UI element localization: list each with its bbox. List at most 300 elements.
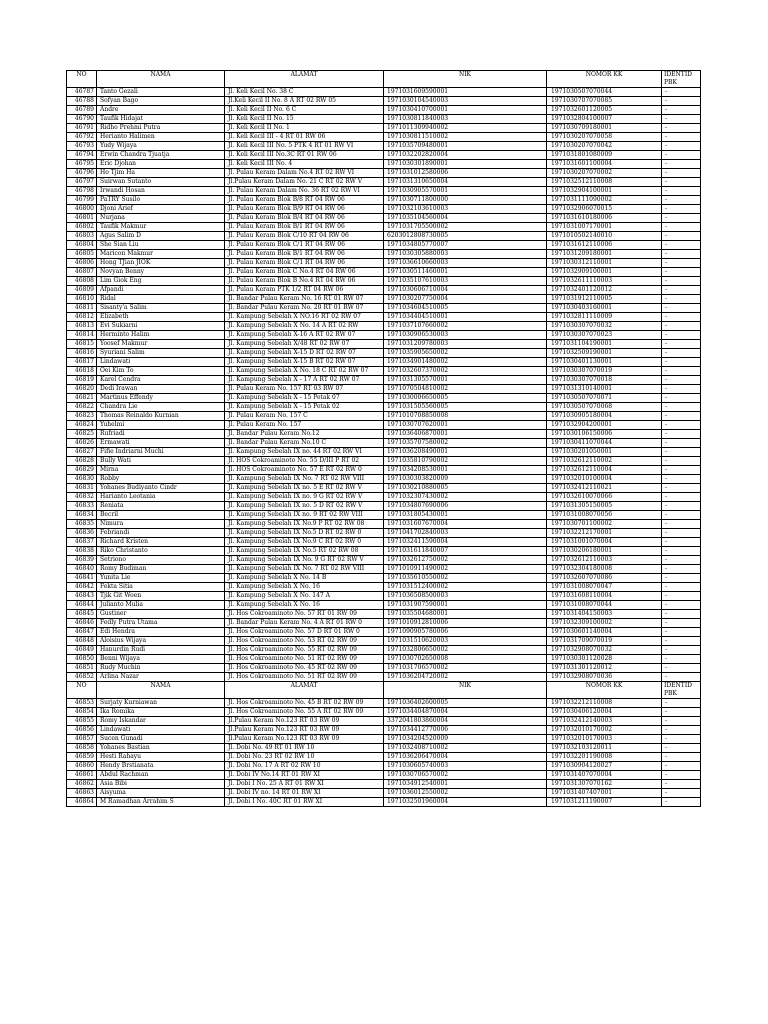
row-nomor-kk: 1971032304180008 <box>547 565 662 574</box>
table-row <box>67 439 701 448</box>
row-nama: Rufriadi <box>97 430 225 439</box>
column-header-identitas-line: IDENTID <box>664 71 692 78</box>
row-alamat: Jl. Keli Kecil II No. 6 C <box>225 106 384 115</box>
row-identitas: - <box>662 340 701 349</box>
row-nomor-kk: 1971032201190008 <box>547 753 662 762</box>
row-number: 46827 <box>67 448 97 457</box>
row-number: 46846 <box>67 619 97 628</box>
row-nomor-kk: 1971031301120012 <box>547 664 662 673</box>
row-nik: 1971010708850008 <box>384 412 547 421</box>
row-nik: 1971031907590001 <box>384 601 547 610</box>
table-row <box>67 798 701 807</box>
row-nik: 1971030301890001 <box>384 160 547 169</box>
row-nama: Eric Djohan <box>97 160 225 169</box>
row-alamat: Jl. Pulau Keram Blok C No.4 RT 04 RW 06 <box>225 268 384 277</box>
row-alamat: Jl. Pulau Keram Blok C/1 RT 04 RW 06 <box>225 259 384 268</box>
row-nomor-kk: 1971031608110004 <box>547 592 662 601</box>
row-identitas: - <box>662 187 701 196</box>
table-row <box>67 484 701 493</box>
row-nik: 1971031609590001 <box>384 88 547 97</box>
row-number: 46792 <box>67 133 97 142</box>
row-nik: 1971035610550002 <box>384 574 547 583</box>
row-nik: 6203012808730005 <box>384 232 547 241</box>
row-nama: Yunita Lie <box>97 574 225 583</box>
row-nik: 1971030511460001 <box>384 268 547 277</box>
table-row <box>67 735 701 744</box>
table-row <box>67 771 701 780</box>
row-identitas: - <box>662 295 701 304</box>
row-number: 46848 <box>67 637 97 646</box>
row-identitas: - <box>662 277 701 286</box>
row-nik: 1971031805430001 <box>384 511 547 520</box>
row-alamat: Jl. Kampung Sebelah X No. 16 <box>225 601 384 610</box>
row-nama: Asia Bibi <box>97 780 225 789</box>
column-header-nik: NIK <box>384 682 547 699</box>
table-body <box>67 71 701 807</box>
row-identitas: - <box>662 466 701 475</box>
row-alamat: Jl. Kampung Sebelah X No. 18 C RT 02 RW 07 <box>225 367 384 376</box>
row-nama: Erwin Chandra Tjuatja <box>97 151 225 160</box>
row-nomor-kk: 1971030601140004 <box>547 628 662 637</box>
row-alamat: Jl. Bandar Pulau Keram No. 20 RT 01 RW 07 <box>225 304 384 313</box>
row-number: 46791 <box>67 124 97 133</box>
row-number: 46821 <box>67 394 97 403</box>
row-nomor-kk: 1971031407070004 <box>547 771 662 780</box>
row-nik: 1971030905570001 <box>384 187 547 196</box>
row-alamat: Jl. HOS Cokroaminoto No. 57 E RT 02 RW 0 <box>225 466 384 475</box>
row-nomor-kk: 1971031211190007 <box>547 798 662 807</box>
row-nama: Lindawati <box>97 726 225 735</box>
row-nik: 1971034404870004 <box>384 708 547 717</box>
row-number: 46849 <box>67 646 97 655</box>
row-nama: Herminto Halim <box>97 331 225 340</box>
table-row <box>67 367 701 376</box>
row-nama: Ridho Prehmi Putra <box>97 124 225 133</box>
row-number: 46830 <box>67 475 97 484</box>
table-row <box>67 214 701 223</box>
row-nama: Yoosef Makmur <box>97 340 225 349</box>
row-nama: Hanurdin Rudi <box>97 646 225 655</box>
row-nik: 1971031310650004 <box>384 178 547 187</box>
row-nik: 1971034412770006 <box>384 726 547 735</box>
row-identitas: - <box>662 142 701 151</box>
row-nik: 1971032612750002 <box>384 556 547 565</box>
row-identitas: - <box>662 358 701 367</box>
row-nik: 1971035504680001 <box>384 610 547 619</box>
table-row <box>67 349 701 358</box>
row-alamat: Jl. Kampung Sebelah X - 15 Petak 07 <box>225 394 384 403</box>
row-identitas: - <box>662 493 701 502</box>
row-nama: Abdul Rachman <box>97 771 225 780</box>
row-number: 46823 <box>67 412 97 421</box>
row-nik: 1971030207750004 <box>384 295 547 304</box>
row-nik: 1971030303820009 <box>384 475 547 484</box>
row-nomor-kk: 1971032212110008 <box>547 699 662 708</box>
row-identitas: - <box>662 726 701 735</box>
row-alamat: Jl. Pulau Keram No. 157 C <box>225 412 384 421</box>
row-identitas: - <box>662 735 701 744</box>
row-alamat: Jl. Kampung Sebelah X No. 147 A <box>225 592 384 601</box>
row-nomor-kk: 1971030709180001 <box>547 124 662 133</box>
table-row <box>67 97 701 106</box>
row-nama: M Ramadhan Arrahim S <box>97 798 225 807</box>
row-alamat: Jl. Kampung Sebelah IX no. 5 D RT 02 RW V <box>225 502 384 511</box>
row-number: 46853 <box>67 699 97 708</box>
row-nik: 1971010911490002 <box>384 565 547 574</box>
row-identitas: - <box>662 771 701 780</box>
table-row <box>67 268 701 277</box>
row-alamat: Jl. Dobi IV no. 14 RT 01 RW XI <box>225 789 384 798</box>
table-row <box>67 286 701 295</box>
row-identitas: - <box>662 655 701 664</box>
row-identitas: - <box>662 762 701 771</box>
row-alamat: Jl. Kampung Sebelah IX No.9 C RT 02 RW 0 <box>225 538 384 547</box>
row-nik: 1971034208530001 <box>384 466 547 475</box>
row-alamat: Jl. Bandar Pulau Keram No. 4 A RT 01 RW 0 <box>225 619 384 628</box>
table-row <box>67 430 701 439</box>
row-number: 46862 <box>67 780 97 789</box>
row-alamat: Jl. Kampung Sebelah IX no. 44 RT 02 RW VI <box>225 448 384 457</box>
row-nomor-kk: 1971030406120004 <box>547 708 662 717</box>
table-row <box>67 547 701 556</box>
row-number: 46836 <box>67 529 97 538</box>
row-alamat: Jl. Dobi No. 23 RT 02 RW 10 <box>225 753 384 762</box>
row-number: 46828 <box>67 457 97 466</box>
row-identitas: - <box>662 97 701 106</box>
row-number: 46847 <box>67 628 97 637</box>
row-nik: 1971010912810006 <box>384 619 547 628</box>
row-number: 46863 <box>67 789 97 798</box>
row-number: 46832 <box>67 493 97 502</box>
row-nama: Taufik Hidajat <box>97 115 225 124</box>
row-nama: Suirwan Sutanto <box>97 178 225 187</box>
row-nama: Ho Tjim Ha <box>97 169 225 178</box>
table-row <box>67 628 701 637</box>
row-number: 46825 <box>67 430 97 439</box>
row-number: 46834 <box>67 511 97 520</box>
row-identitas: - <box>662 448 701 457</box>
row-identitas: - <box>662 178 701 187</box>
column-header-identitas-line: IDENTID <box>664 682 692 689</box>
row-nik: 1971030210880005 <box>384 484 547 493</box>
row-identitas: - <box>662 403 701 412</box>
row-nama: Ermawati <box>97 439 225 448</box>
table-row <box>67 304 701 313</box>
row-number: 46802 <box>67 223 97 232</box>
row-nomor-kk: 1971031104190001 <box>547 340 662 349</box>
row-alamat: Jl.Keli Kecil II No. 8 A RT 02 RW 05 <box>225 97 384 106</box>
row-alamat: Jl. Pulau Keram Blok B/9 RT 04 RW 06 <box>225 205 384 214</box>
row-nomor-kk: 1971031407407001 <box>547 789 662 798</box>
row-alamat: Jl. Pulau Keram Blok C/10 RT 04 RW 06 <box>225 232 384 241</box>
row-alamat: Jl.Pulau Keram No.123 RT 03 RW 09 <box>225 717 384 726</box>
row-nama: Julianto Mulia <box>97 601 225 610</box>
row-number: 46839 <box>67 556 97 565</box>
row-nama: Robby <box>97 475 225 484</box>
row-nik: 1971034604510005 <box>384 304 547 313</box>
row-number: 46822 <box>67 403 97 412</box>
row-identitas: - <box>662 385 701 394</box>
table-row <box>67 708 701 717</box>
row-nomor-kk: 1971030201050001 <box>547 448 662 457</box>
table-row <box>67 205 701 214</box>
row-nik: 1971031607670004 <box>384 520 547 529</box>
row-nik: 1971032607370002 <box>384 367 547 376</box>
row-nik: 1971030706570002 <box>384 771 547 780</box>
row-identitas: - <box>662 430 701 439</box>
row-number: 46831 <box>67 484 97 493</box>
row-nomor-kk: 1971032811110009 <box>547 313 662 322</box>
row-alamat: Jl. Keli Kecil III No.3C RT 01 RW 06 <box>225 151 384 160</box>
row-number: 46855 <box>67 717 97 726</box>
table-row <box>67 726 701 735</box>
row-nomor-kk: 1971032010170002 <box>547 726 662 735</box>
row-nomor-kk: 1971030507070071 <box>547 394 662 403</box>
row-alamat: Jl. Pulau Keram PTK 1/2 RT 04 RW 06 <box>225 286 384 295</box>
row-nomor-kk: 1971031008070056 <box>547 511 662 520</box>
row-nama: Rudy Muchin <box>97 664 225 673</box>
row-alamat: Jl. Pulau Keram Dalam No. 36 RT 02 RW VI <box>225 187 384 196</box>
row-identitas: - <box>662 556 701 565</box>
row-number: 46816 <box>67 349 97 358</box>
row-nik: 1971031611840007 <box>384 547 547 556</box>
row-identitas: - <box>662 439 701 448</box>
table-row <box>67 457 701 466</box>
table-row <box>67 565 701 574</box>
row-nama: Lindawati <box>97 358 225 367</box>
row-nama: Edi Hendra <box>97 628 225 637</box>
row-nomor-kk: 1971031601100004 <box>547 160 662 169</box>
row-alamat: Jl. Keli Kecil III No. 5 PTK 4 RT 01 RW VI <box>225 142 384 151</box>
row-identitas: - <box>662 214 701 223</box>
row-alamat: Jl. Pulau Keram Blok B/1 RT 04 RW 06 <box>225 223 384 232</box>
row-nik: 1971031512400002 <box>384 583 547 592</box>
row-identitas: - <box>662 223 701 232</box>
row-nomor-kk: 1971031912110005 <box>547 295 662 304</box>
row-number: 46817 <box>67 358 97 367</box>
row-nik: 1971035709480001 <box>384 142 547 151</box>
row-identitas: - <box>662 583 701 592</box>
row-nik: 1971030707620001 <box>384 421 547 430</box>
row-nomor-kk: 1971032512110008 <box>547 178 662 187</box>
row-nama: Elizabeth <box>97 313 225 322</box>
row-nomor-kk: 1971032612110004 <box>547 466 662 475</box>
table-row <box>67 637 701 646</box>
row-identitas: - <box>662 133 701 142</box>
table-row <box>67 574 701 583</box>
row-identitas: - <box>662 160 701 169</box>
row-nomor-kk: 1971031001070004 <box>547 538 662 547</box>
row-nomor-kk: 1971031307070162 <box>547 780 662 789</box>
column-header-alamat: ALAMAT <box>225 71 384 88</box>
row-alamat: Jl. Kampung Sebelah IX No. 9 G RT 02 RW V <box>225 556 384 565</box>
column-header-nama: NAMA <box>97 71 225 88</box>
row-alamat: Jl. Pulau Keram Blok B/4 RT 04 RW 06 <box>225 214 384 223</box>
table-row <box>67 619 701 628</box>
row-nama: Evi Sukiarni <box>97 322 225 331</box>
row-nama: Fedly Putra Utama <box>97 619 225 628</box>
row-number: 46845 <box>67 610 97 619</box>
row-alamat: Jl. HOS Cokroaminoto No. 55 D/III P RT 02 <box>225 457 384 466</box>
row-identitas: - <box>662 529 701 538</box>
row-nama: Ika Romika <box>97 708 225 717</box>
table-row <box>67 664 701 673</box>
column-header-nomor-kk: NOMOR KK <box>547 682 662 699</box>
table-row <box>67 538 701 547</box>
row-nik: 1971035905650002 <box>384 349 547 358</box>
row-nik: 3372041803860004 <box>384 717 547 726</box>
row-nomor-kk: 1971031404150003 <box>547 610 662 619</box>
row-number: 46810 <box>67 295 97 304</box>
row-nama: Romy Budiman <box>97 565 225 574</box>
row-nama: Sisanty'a Salim <box>97 304 225 313</box>
row-nama: Romy Iskandar <box>97 717 225 726</box>
row-nomor-kk: 1971030307070032 <box>547 322 662 331</box>
row-identitas: - <box>662 322 701 331</box>
row-identitas: - <box>662 250 701 259</box>
row-nama: Chandra Lie <box>97 403 225 412</box>
row-nik: 1971041702840003 <box>384 529 547 538</box>
row-nama: Tanto Gezali <box>97 88 225 97</box>
row-alamat: Jl. Kampung Sebelah IX No. 7 RT 02 RW VIII <box>225 475 384 484</box>
row-number: 46797 <box>67 178 97 187</box>
row-nik: 1971036208490001 <box>384 448 547 457</box>
row-nama: Arlina Nazar <box>97 673 225 682</box>
row-alamat: Jl. Pulau Keram Dalam No.4 RT 02 RW VI <box>225 169 384 178</box>
row-nama: Karel Cendra <box>97 376 225 385</box>
row-number: 46844 <box>67 601 97 610</box>
row-number: 46858 <box>67 744 97 753</box>
row-number: 46798 <box>67 187 97 196</box>
row-nama: Sucen Gunadi <box>97 735 225 744</box>
row-nik: 1971032307430002 <box>384 493 547 502</box>
row-nik: 1971032411590004 <box>384 538 547 547</box>
row-alamat: Jl. Dobi IV No.14 RT 01 RW XI <box>225 771 384 780</box>
row-nik: 1971034912540001 <box>384 780 547 789</box>
row-nomor-kk: 1971031709070019 <box>547 637 662 646</box>
row-nik: 1971011309940002 <box>384 124 547 133</box>
row-nomor-kk: 1971031612110006 <box>547 241 662 250</box>
row-identitas: - <box>662 574 701 583</box>
row-nama: Sofyan Bago <box>97 97 225 106</box>
row-nomor-kk: 1971032103120011 <box>547 744 662 753</box>
row-nomor-kk: 1971030707070085 <box>547 97 662 106</box>
row-nik: 1971034901480002 <box>384 358 547 367</box>
row-alamat: Jl. Pulau Keram Blok B/1 RT 04 RW 06 <box>225 250 384 259</box>
row-nomor-kk: 1971032908070032 <box>547 646 662 655</box>
row-nama: Yohanes Budiyanto Cindr <box>97 484 225 493</box>
row-alamat: Jl. Dobi No. 49 RT 01 RW 10 <box>225 744 384 753</box>
row-number: 46850 <box>67 655 97 664</box>
row-identitas: - <box>662 457 701 466</box>
row-identitas: - <box>662 673 701 682</box>
row-alamat: Jl. Hos Cokroaminoto No. 57 RT 01 RW 09 <box>225 610 384 619</box>
row-number: 46861 <box>67 771 97 780</box>
row-nama: Reniata <box>97 502 225 511</box>
row-nomor-kk: 1971031008070047 <box>547 583 662 592</box>
row-nik: 1971034404510001 <box>384 313 547 322</box>
row-alamat: Jl. Kampung Sebelah X - 17 A RT 02 RW 07 <box>225 376 384 385</box>
row-number: 46801 <box>67 214 97 223</box>
row-nik: 1971031305570001 <box>384 376 547 385</box>
table-row <box>67 151 701 160</box>
row-identitas: - <box>662 241 701 250</box>
row-nik: 1971032501960004 <box>384 798 547 807</box>
row-alamat: Jl. Kampung Sebelah IX No.5 D RT 02 RW 0 <box>225 529 384 538</box>
row-nomor-kk: 1971010502140010 <box>547 232 662 241</box>
row-nik: 1971035810790002 <box>384 457 547 466</box>
table-row <box>67 583 701 592</box>
table-row <box>67 403 701 412</box>
table-row <box>67 142 701 151</box>
table-row <box>67 250 701 259</box>
row-number: 46811 <box>67 304 97 313</box>
table-row <box>67 187 701 196</box>
row-identitas: - <box>662 331 701 340</box>
row-number: 46842 <box>67 583 97 592</box>
row-alamat: Jl.Pulau Keram Dalam No. 21 C RT 02 RW V <box>225 178 384 187</box>
row-nama: Richard Kristen <box>97 538 225 547</box>
row-number: 46856 <box>67 726 97 735</box>
row-nomor-kk: 1971031007170001 <box>547 223 662 232</box>
column-header-alamat: ALAMAT <box>225 682 384 699</box>
row-alamat: Jl. Kampung Sebelah X - 15 Petak 02 <box>225 403 384 412</box>
row-nomor-kk: 1971032010100004 <box>547 475 662 484</box>
row-nik: 1971031209780003 <box>384 340 547 349</box>
row-number: 46805 <box>67 250 97 259</box>
row-identitas: - <box>662 502 701 511</box>
row-nik: 1971036204720002 <box>384 673 547 682</box>
row-nomor-kk: 1971032908070036 <box>547 673 662 682</box>
row-nik: 1971030605740003 <box>384 762 547 771</box>
column-header-nama: NAMA <box>97 682 225 699</box>
row-number: 46826 <box>67 439 97 448</box>
row-number: 46857 <box>67 735 97 744</box>
row-nama: Setriono <box>97 556 225 565</box>
row-nama: Riko Christanto <box>97 547 225 556</box>
row-nik: 1971037107660002 <box>384 322 547 331</box>
row-nomor-kk: 1971032612110003 <box>547 556 662 565</box>
row-nama: Taufik Makmur <box>97 223 225 232</box>
row-nama: Fifie Indriarni Muchi <box>97 448 225 457</box>
row-nama: Irwandi Hosan <box>97 187 225 196</box>
row-nomor-kk: 1971032904200001 <box>547 421 662 430</box>
table-row <box>67 259 701 268</box>
row-identitas: - <box>662 619 701 628</box>
table-row <box>67 196 701 205</box>
row-nik: 1971070504810002 <box>384 385 547 394</box>
row-nik: 1971036610660003 <box>384 259 547 268</box>
row-nik: 1971032408710002 <box>384 744 547 753</box>
row-alamat: Jl. Kampung Sebelah X No. 14 A RT 02 RW <box>225 322 384 331</box>
row-number: 46854 <box>67 708 97 717</box>
table-row <box>67 780 701 789</box>
row-nama: She Sian Liu <box>97 241 225 250</box>
row-number: 46820 <box>67 385 97 394</box>
row-nomor-kk: 1971032309100002 <box>547 619 662 628</box>
row-identitas: - <box>662 664 701 673</box>
table-row <box>67 646 701 655</box>
row-number: 46799 <box>67 196 97 205</box>
row-number: 46840 <box>67 565 97 574</box>
row-number: 46852 <box>67 673 97 682</box>
row-nama: Lim Giok Eng <box>97 277 225 286</box>
row-alamat: Jl. Kampung Sebelah X NO.16 RT 02 RW 07 <box>225 313 384 322</box>
row-identitas: - <box>662 394 701 403</box>
row-number: 46813 <box>67 322 97 331</box>
row-identitas: - <box>662 232 701 241</box>
row-number: 46795 <box>67 160 97 169</box>
